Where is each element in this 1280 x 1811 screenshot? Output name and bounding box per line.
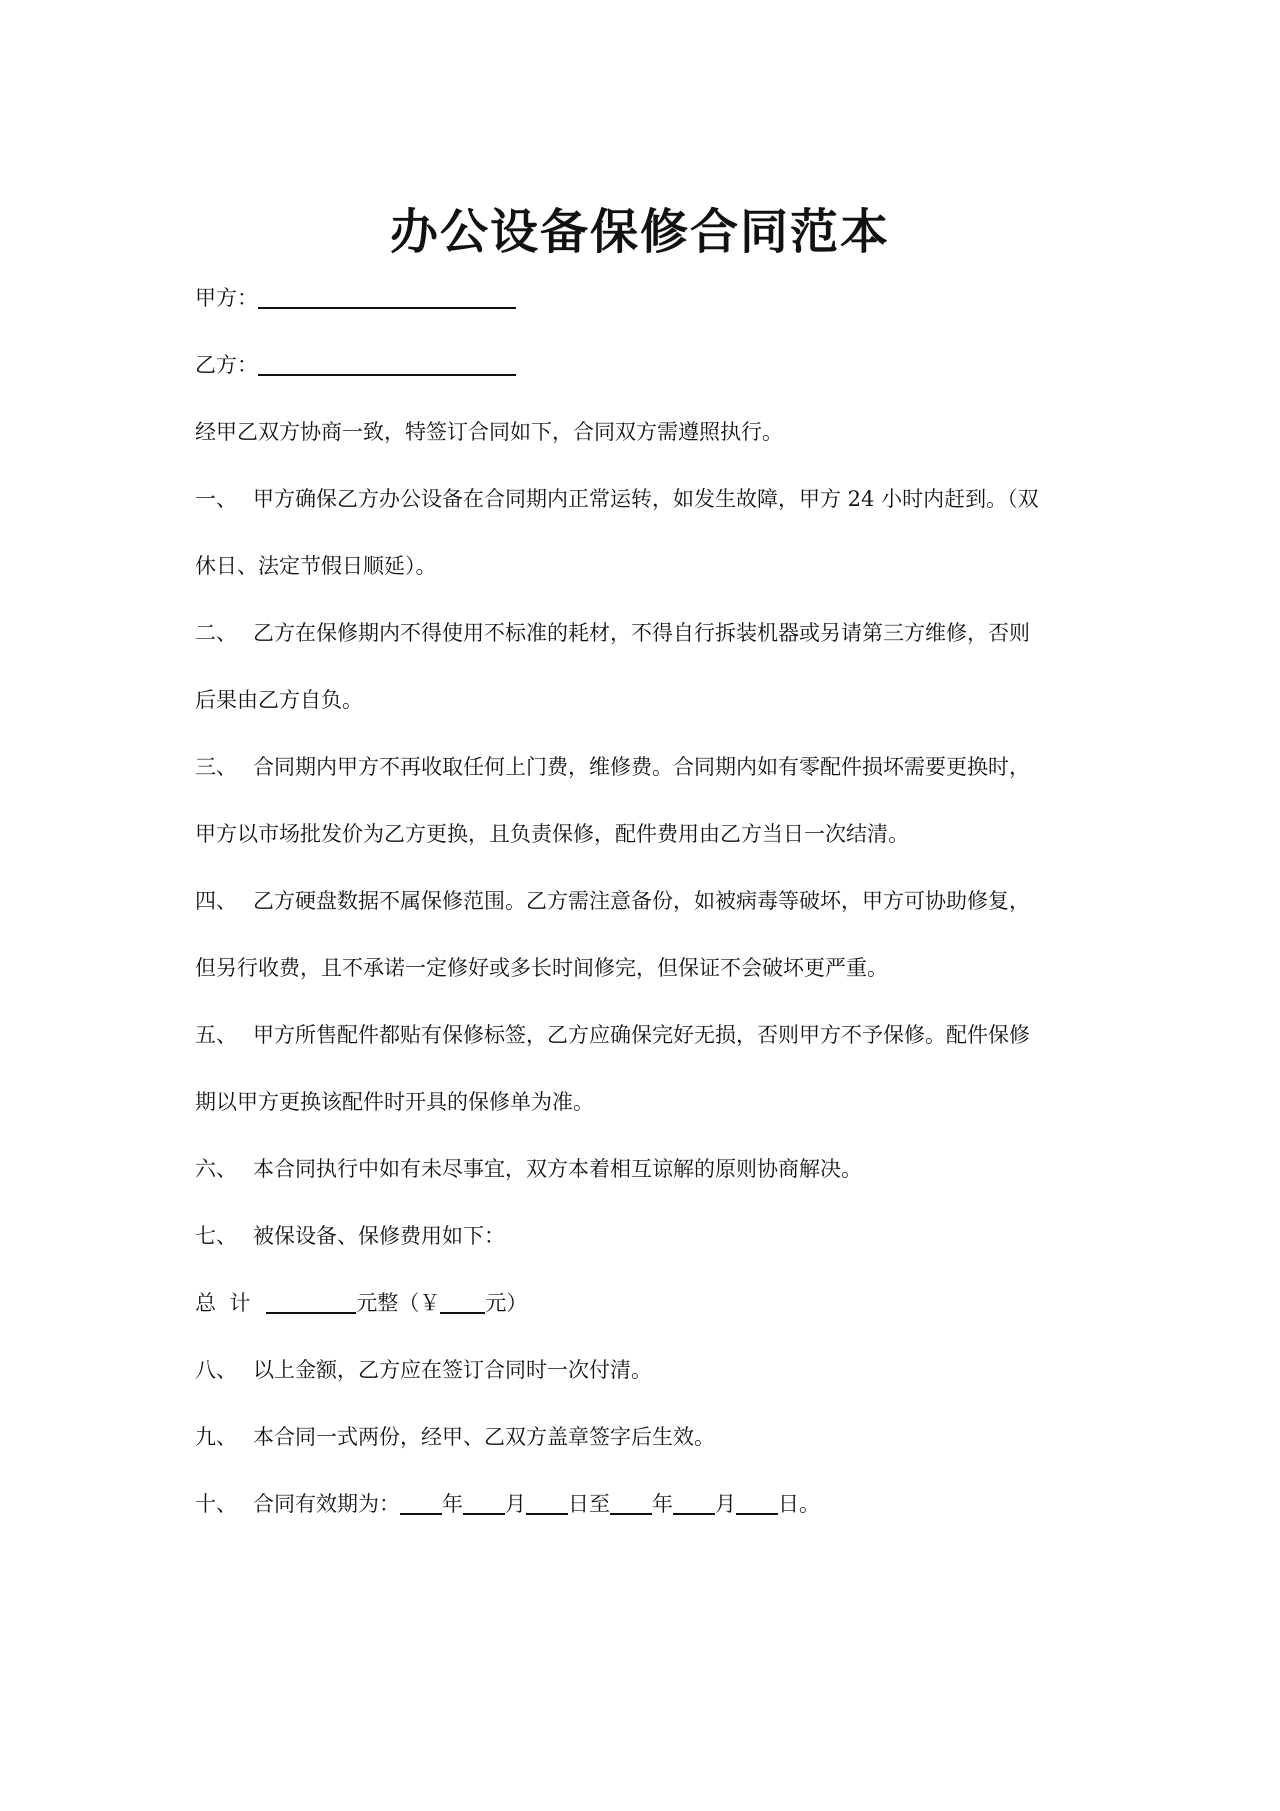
clause-3-text-2: 甲方以市场批发价为乙方更换，且负责保修，配件费用由乙方当日一次结清。 <box>195 822 909 846</box>
end-day-blank[interactable] <box>736 1491 778 1515</box>
clause-5-text-1: 甲方所售配件都贴有保修标签，乙方应确保完好无损，否则甲方不予保修。配件保修 <box>253 1023 1030 1047</box>
clause-3-number: 三、 <box>195 755 237 779</box>
clause-4-line-1 <box>195 886 1030 916</box>
clause-8-line-1 <box>195 1355 652 1385</box>
total-close: 元） <box>485 1291 528 1315</box>
clause-9-number: 九、 <box>195 1425 237 1449</box>
total-line <box>195 1288 527 1318</box>
clause-7-text-1: 被保设备、保修费用如下： <box>253 1224 505 1248</box>
document-title: 办公设备保修合同范本 <box>389 204 890 260</box>
clause-1-text-1: 甲方确保乙方办公设备在合同期内正常运转，如发生故障，甲方 24 小时内赶到。（双 <box>253 487 1039 511</box>
clause-10-text-1: 合同有效期为： <box>253 1492 400 1516</box>
start-year-blank[interactable] <box>400 1491 442 1515</box>
end-year-blank[interactable] <box>610 1491 652 1515</box>
clause-1-text-2: 休日、法定节假日顺延）。 <box>195 554 437 578</box>
clause-4-text-2: 但另行收费，且不承诺一定修好或多长时间修完，但保证不会破坏更严重。 <box>195 956 888 980</box>
total-yen-blank[interactable] <box>440 1290 485 1314</box>
total-amount-blank[interactable] <box>266 1290 356 1314</box>
clause-7-line-1 <box>195 1221 505 1251</box>
clause-8-text-1: 以上金额，乙方应在签订合同时一次付清。 <box>253 1358 652 1382</box>
clause-10-number: 十、 <box>195 1492 237 1516</box>
clause-5-line-1 <box>195 1020 1030 1050</box>
clause-8-number: 八、 <box>195 1358 237 1382</box>
clause-3-line-1 <box>195 752 1030 782</box>
clause-1-line-1 <box>195 484 1039 514</box>
clause-6-number: 六、 <box>195 1157 237 1181</box>
intro-paragraph: 经甲乙双方协商一致，特签订合同如下，合同双方需遵照执行。 <box>195 420 783 444</box>
end-year-label: 年 <box>652 1492 673 1516</box>
start-month-label: 月 <box>505 1492 526 1516</box>
party-a-label: 甲方： <box>195 286 258 310</box>
clause-6-text-1: 本合同执行中如有未尽事宜，双方本着相互谅解的原则协商解决。 <box>253 1157 862 1181</box>
clause-2-text-2: 后果由乙方自负。 <box>195 688 363 712</box>
clause-4-number: 四、 <box>195 889 237 913</box>
party-a-blank[interactable] <box>258 285 516 309</box>
end-day-label: 日。 <box>778 1492 820 1516</box>
clause-7-number: 七、 <box>195 1224 237 1248</box>
party-a-line <box>195 283 516 313</box>
clause-9-text-1: 本合同一式两份，经甲、乙双方盖章签字后生效。 <box>253 1425 715 1449</box>
total-label: 总 计 <box>195 1291 251 1315</box>
clause-2-number: 二、 <box>195 621 237 645</box>
clause-5-text-2: 期以甲方更换该配件时开具的保修单为准。 <box>195 1090 594 1114</box>
start-day-blank[interactable] <box>526 1491 568 1515</box>
end-month-label: 月 <box>715 1492 736 1516</box>
clause-10-line-1 <box>195 1489 820 1519</box>
total-unit: 元整（￥ <box>356 1291 441 1315</box>
party-b-line <box>195 350 516 380</box>
end-month-blank[interactable] <box>673 1491 715 1515</box>
clause-3-text-1: 合同期内甲方不再收取任何上门费，维修费。合同期内如有零配件损坏需要更换时， <box>253 755 1030 779</box>
clause-5-number: 五、 <box>195 1023 237 1047</box>
clause-4-text-1: 乙方硬盘数据不属保修范围。乙方需注意备份，如被病毒等破坏，甲方可协助修复， <box>253 889 1030 913</box>
clause-2-line-1 <box>195 618 1030 648</box>
clause-2-text-1: 乙方在保修期内不得使用不标准的耗材，不得自行拆装机器或另请第三方维修，否则 <box>253 621 1030 645</box>
start-year-label: 年 <box>442 1492 463 1516</box>
clause-6-line-1 <box>195 1154 862 1184</box>
start-month-blank[interactable] <box>463 1491 505 1515</box>
clause-1-number: 一、 <box>195 487 237 511</box>
start-day-to-label: 日至 <box>568 1492 610 1516</box>
clause-9-line-1 <box>195 1422 715 1452</box>
party-b-label: 乙方： <box>195 353 258 377</box>
party-b-blank[interactable] <box>258 352 516 376</box>
